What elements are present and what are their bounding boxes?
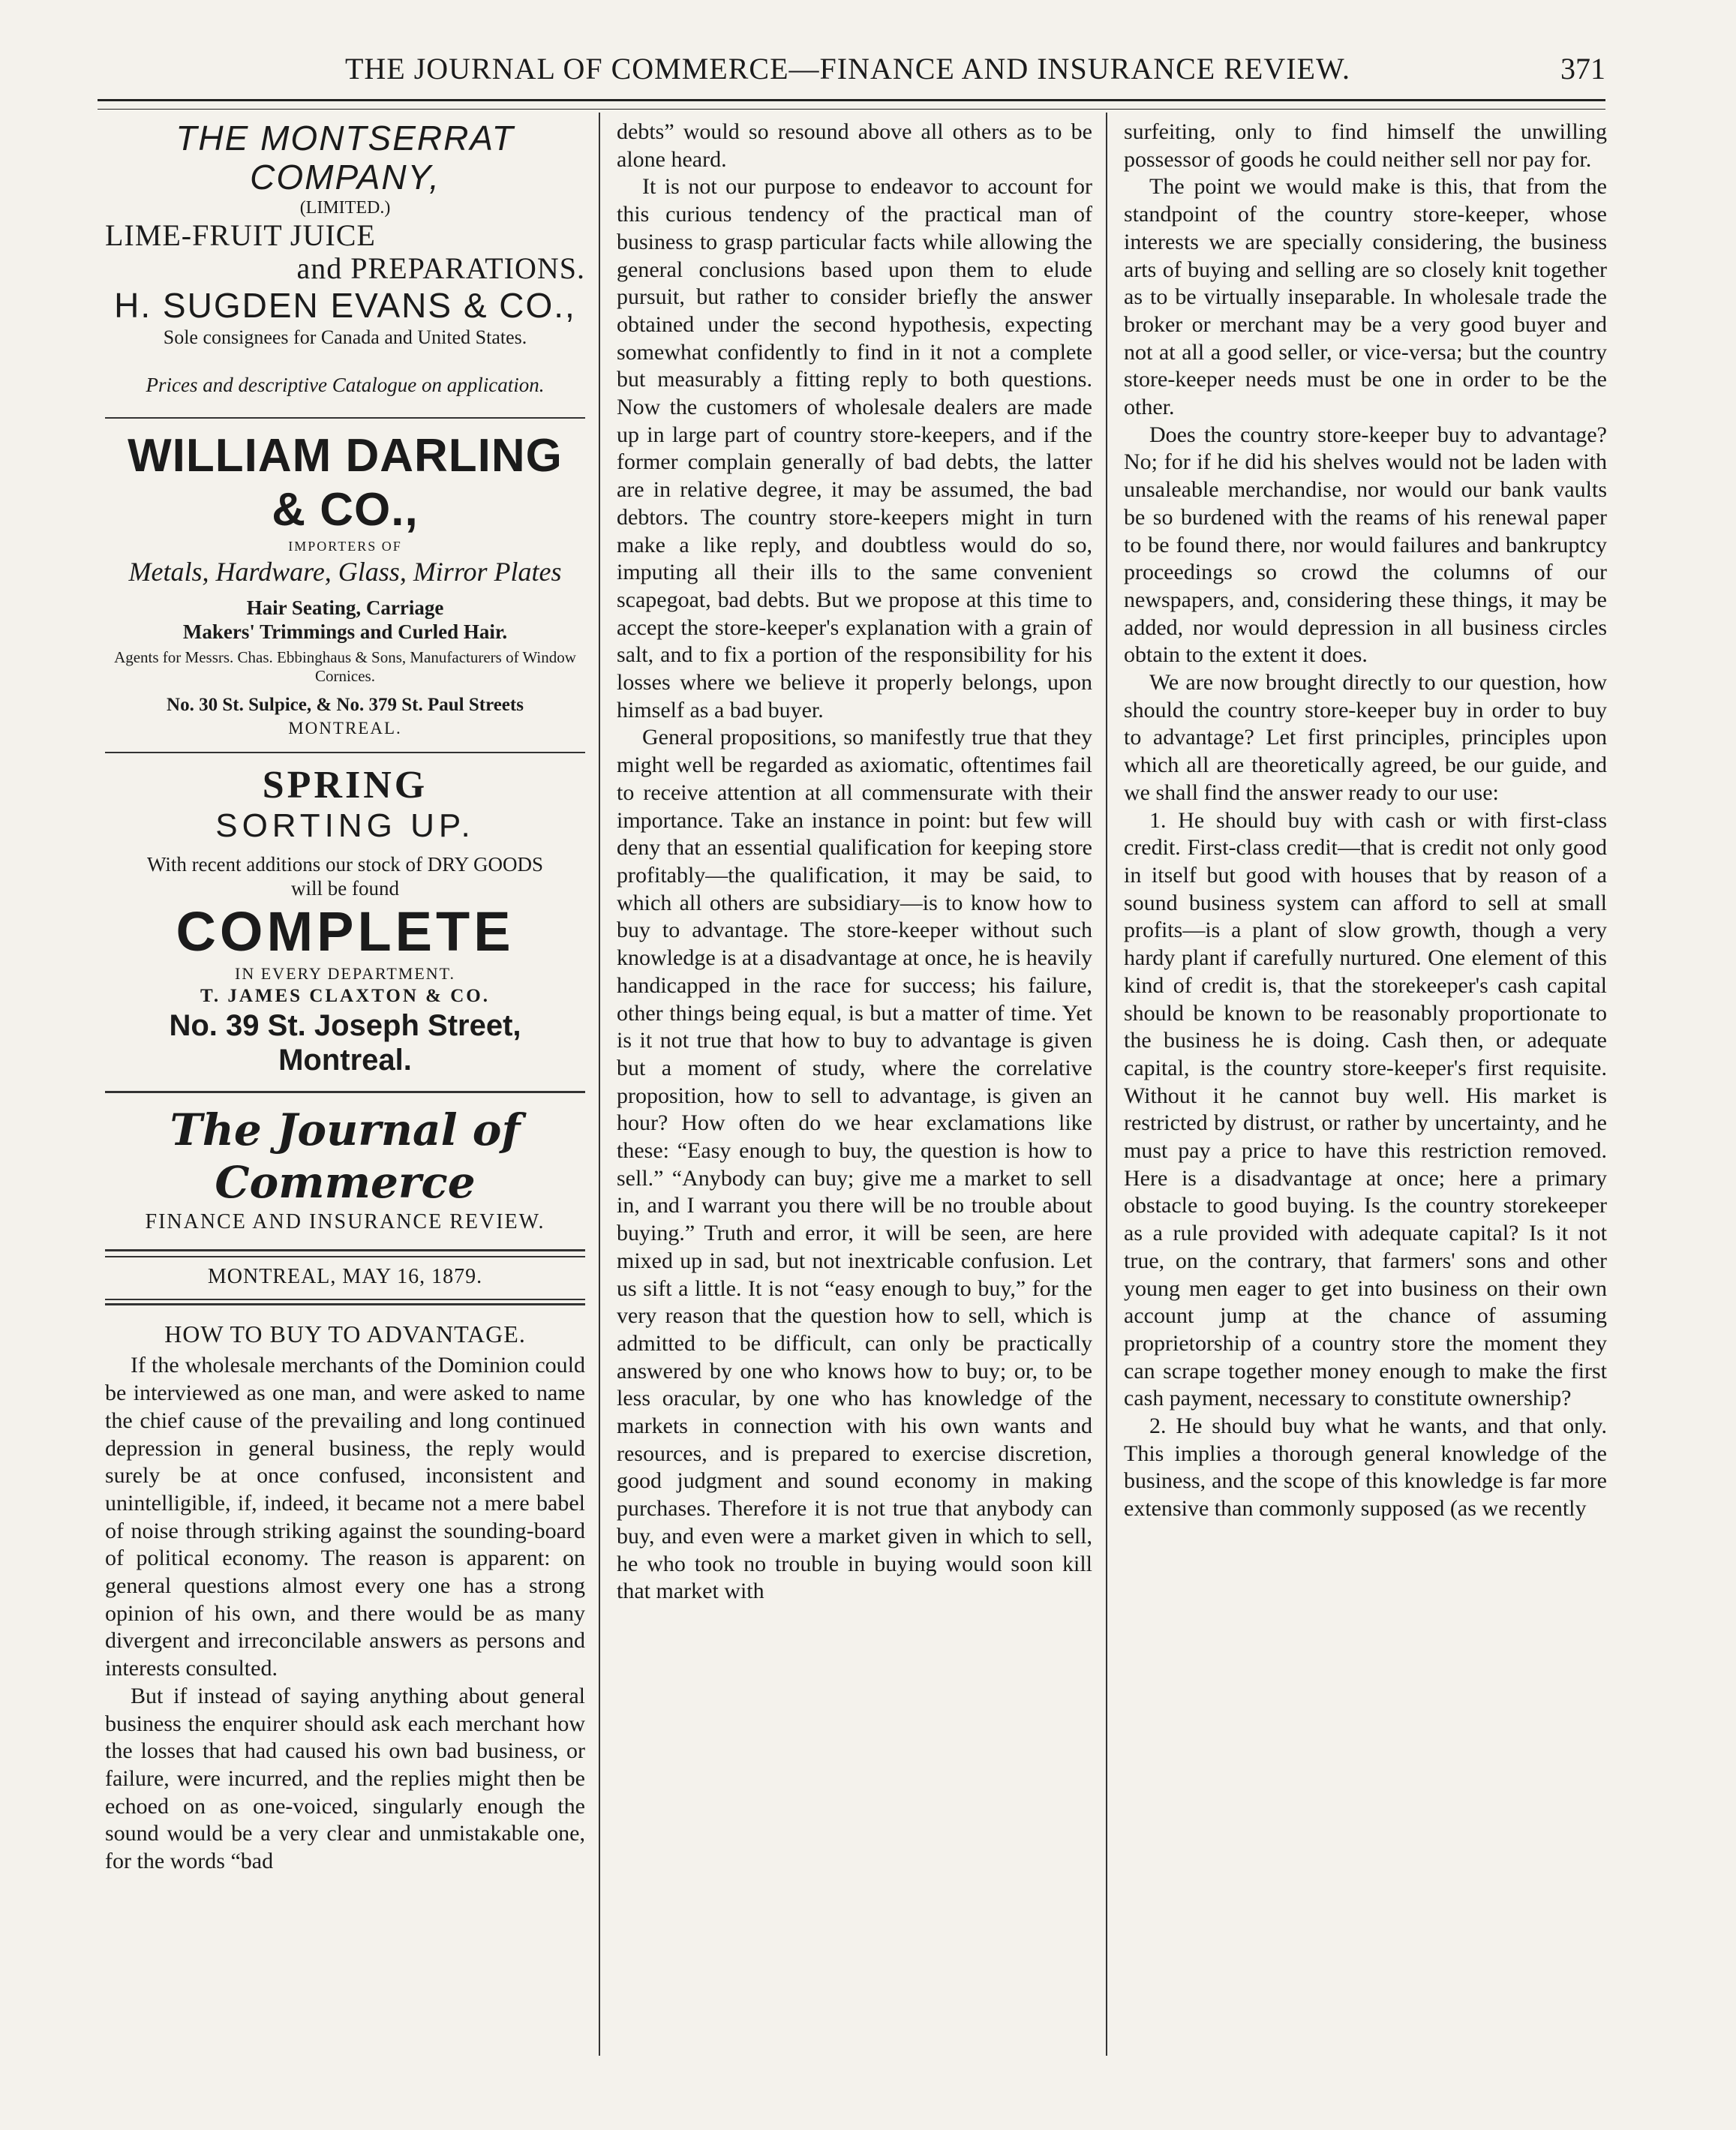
darling-city: MONTREAL. [288,719,402,738]
darling-name: WILLIAM DARLING & CO., [128,430,563,536]
running-title: THE JOURNAL OF COMMERCE—FINANCE AND INSURANCE REVIEW. [344,52,1351,86]
dateline: MONTREAL, MAY 16, 1879. [207,1265,483,1288]
darling-importers: IMPORTERS OF [288,539,402,554]
column-3 [1124,119,1607,1523]
darling-ad [105,429,585,740]
darling-agents: Agents for Messrs. Chas. Ebbinghaus & Sons, Manufacturers of Window Cornices. [114,648,576,685]
claxton-complete: COMPLETE [176,900,515,963]
column-1 [105,119,585,1876]
column-divider [1106,113,1107,2056]
article-paragraph: Does the country store-keeper buy to advantage? No; for if he did his shelves would not be laden with unsaleable merchandise, nor would our bank vaults be so burdened with the reams of his renewal paper to be found there, nor would failures and bankruptcy proceedings so crowd the columns of our newspapers, and, considering these things, it may be added, nor would depression in all business circles obtain to the extent it does. [1124,422,1607,668]
masthead-rule [105,1303,585,1305]
darling-address: No. 30 St. Sulpice, & No. 379 St. Paul Streets [167,695,524,715]
ad-divider [105,752,585,753]
column-divider [599,113,600,2056]
montserrat-name: THE MONTSERRAT COMPANY, [176,119,515,197]
claxton-found: will be found [291,877,399,900]
ad-divider [105,417,585,419]
masthead-rule [105,1256,585,1257]
claxton-ad [105,764,585,1077]
article-paragraph: The point we would make is this, that from the standpoint of the country store-keeper, whose interests we are specially considering, the business arts of buying and selling are so closely knit together as to be virtually inseparable. In wholesale trade the broker or merchant may be a very good buyer and not at all a good seller, or vice-versa; but the country store-keeper needs must be one in order to be the other. [1124,174,1607,420]
masthead-subtitle: FINANCE AND INSURANCE REVIEW. [145,1210,545,1233]
darling-hair-2: Makers' Trimmings and Curled Hair. [182,620,508,643]
montserrat-ad [105,119,585,398]
darling-goods: Metals, Hardware, Glass, Mirror Plates [128,557,562,587]
montserrat-agent: H. SUGDEN EVANS & CO., [114,286,576,325]
article-paragraph: 1. He should buy with cash or with first-class credit. First-class credit—that is credit not only good in itself but good with houses that by reason of a sound business system can afford to sell at small profits—is a plant of slow growth, though a very hardy plant if carefully nurtured. One element of this kind of credit is, that the storekeeper's cash capital should be known to be reasonably proportionate to the business he is doing. Cash then, or adequate capital, is the country store-keeper's first requisite. Without it he cannot buy well. His market is restricted by distrust, or rather by uncertainty, and he must pay a price to have this restriction removed. Here is a disadvantage at once; here a primary obstacle to good buying. Is the country storekeeper as a rule provided with adequate capital? Is it not true, on the contrary, that farmers' sons and other young men eager to get into business on their own account jump at the chance of assuming proprietorship of a country store the moment they can scrape together money enough to make the first cash payment, necessary to constitute ownership? [1124,807,1607,1411]
ad-divider [105,1091,585,1093]
claxton-firm: T. JAMES CLAXTON & CO. [200,986,490,1006]
montserrat-limited: (LIMITED.) [299,198,391,218]
montserrat-consignees: Sole consignees for Canada and United States. [163,326,527,348]
claxton-address: No. 39 St. Joseph Street, Montreal. [169,1009,521,1077]
masthead-title: The Journal of Commerce [170,1104,521,1208]
montserrat-product-2: and PREPARATIONS. [296,251,585,285]
article-paragraph: General propositions, so manifestly true that they might well be regarded as axiomatic, oftentimes fail to receive attention at all commensurate with their importance. Take an instance in point: but few will deny that an essential qualification for keeping store profitably—the qualification, it may be said, to which all others are subsidiary—is to know how to buy to advantage. The store-keeper without such knowledge is at a disadvantage at once, he is heavily handicapped in the race for success; his failure, other things being equal, is but a matter of time. Yet is it not true that how to buy to advantage is given but a moment of study, where the correlative proposition, how to sell to advantage, is given an hour? How often do we hear exclamations like these: “Easy enough to buy, the question is how to sell.” “Anybody can buy; give me a market to sell in, and I warrant you there will be no trouble about buying.” Truth and error, it will be seen, are here mixed up in sad, but not inextricable confusion. Let us sift a little. It is not “easy enough to buy,” for the very reason that the question how to sell, which is admitted to be difficult, can only be practically answered by one who knows how to buy; or, to be less oracular, by one who has knowledge of the markets in connection with his own wants and resources, and is prepared to exercise discretion, good judgment and sound economy in making purchases. Therefore it is not true that anybody can buy, and even were a market given in which to sell, he who took no trouble in buying would soon kill that market with [617,725,1092,1604]
article-paragraph: If the wholesale merchants of the Dominion could be interviewed as one man, and were asked to name the chief cause of the prevailing and long continued depression in general business, the reply would surely be at once confused, inconsistent and unintelligible, if, indeed, it became not a mere babel of noise through striking against the sounding-board of political economy. The reason is apparent: on general questions almost every one has a strong opinion of his own, and there would be as many divergent and irreconcilable answers as persons and interests consulted. [105,1353,585,1681]
article-paragraph: It is not our purpose to endeavor to account for this curious tendency of the practical man of business to grasp particular facts while allowing the general conclusions based upon them to elude pursuit, but rather to consider briefly the answer obtained under the second hypothesis, expecting somewhat confidently to find in it not a complete but measurably a fitting reply to both questions. Now the customers of wholesale dealers are made up in large part of country store-keepers, and if the former complain generally of bad debts, the latter are in relative degree, it may be assumed, the bad debtors. The country store-keepers might in turn make a like reply, and doubtless would do so, imputing all their ills to the same convenient scapegoat, bad debts. But we propose at this time to accept the store-keeper's explanation with a grain of salt, and to fix a portion of the responsibility for his losses where we believe it properly belongs, upon himself as a bad buyer. [617,174,1092,723]
darling-hair-1: Hair Seating, Carriage [246,596,444,619]
article-paragraph: debts” would so resound above all others as to be alone heard. [617,119,1092,172]
article-paragraph: But if instead of saying anything about general business the enquirer should ask each merchant how the losses that had caused his own bad business, or failure, were incurred, and the replies might then be echoed on as one-voiced, singularly enough the sound would be a very clear and unmistakable one, for the words “bad [105,1683,585,1874]
montserrat-product-1: LIME-FRUIT JUICE [105,218,376,252]
montserrat-catalogue: Prices and descriptive Catalogue on application. [146,374,545,396]
masthead-rule [105,1299,585,1300]
claxton-recent: With recent additions our stock of DRY GOODS [146,853,544,876]
masthead-rule [105,1249,585,1251]
claxton-sorting: SORTING UP. [215,807,475,844]
article-paragraph: We are now brought directly to our question, how should the country store-keeper buy in order to buy to advantage? Let first principles, principles upon which all are theoretically agreed, be our guide, and we shall find the answer ready to our use: [1124,670,1607,805]
column-2 [617,119,1092,1606]
article-paragraph: 2. He should buy what he wants, and that only. This implies a thorough general knowledge of the business, and the scope of this knowledge is far more extensive than commonly supposed (as we recently [1124,1413,1607,1522]
page-number: 371 [1560,52,1605,86]
header-rule [98,99,1605,110]
page-header [98,47,1605,99]
article-paragraph: surfeiting, only to find himself the unwilling possessor of goods he could neither sell nor pay for. [1124,119,1607,172]
claxton-spring: SPRING [262,764,428,807]
masthead [105,1104,585,1236]
claxton-department: IN EVERY DEPARTMENT. [235,964,455,983]
article-heading: HOW TO BUY TO ADVANTAGE. [164,1320,526,1347]
